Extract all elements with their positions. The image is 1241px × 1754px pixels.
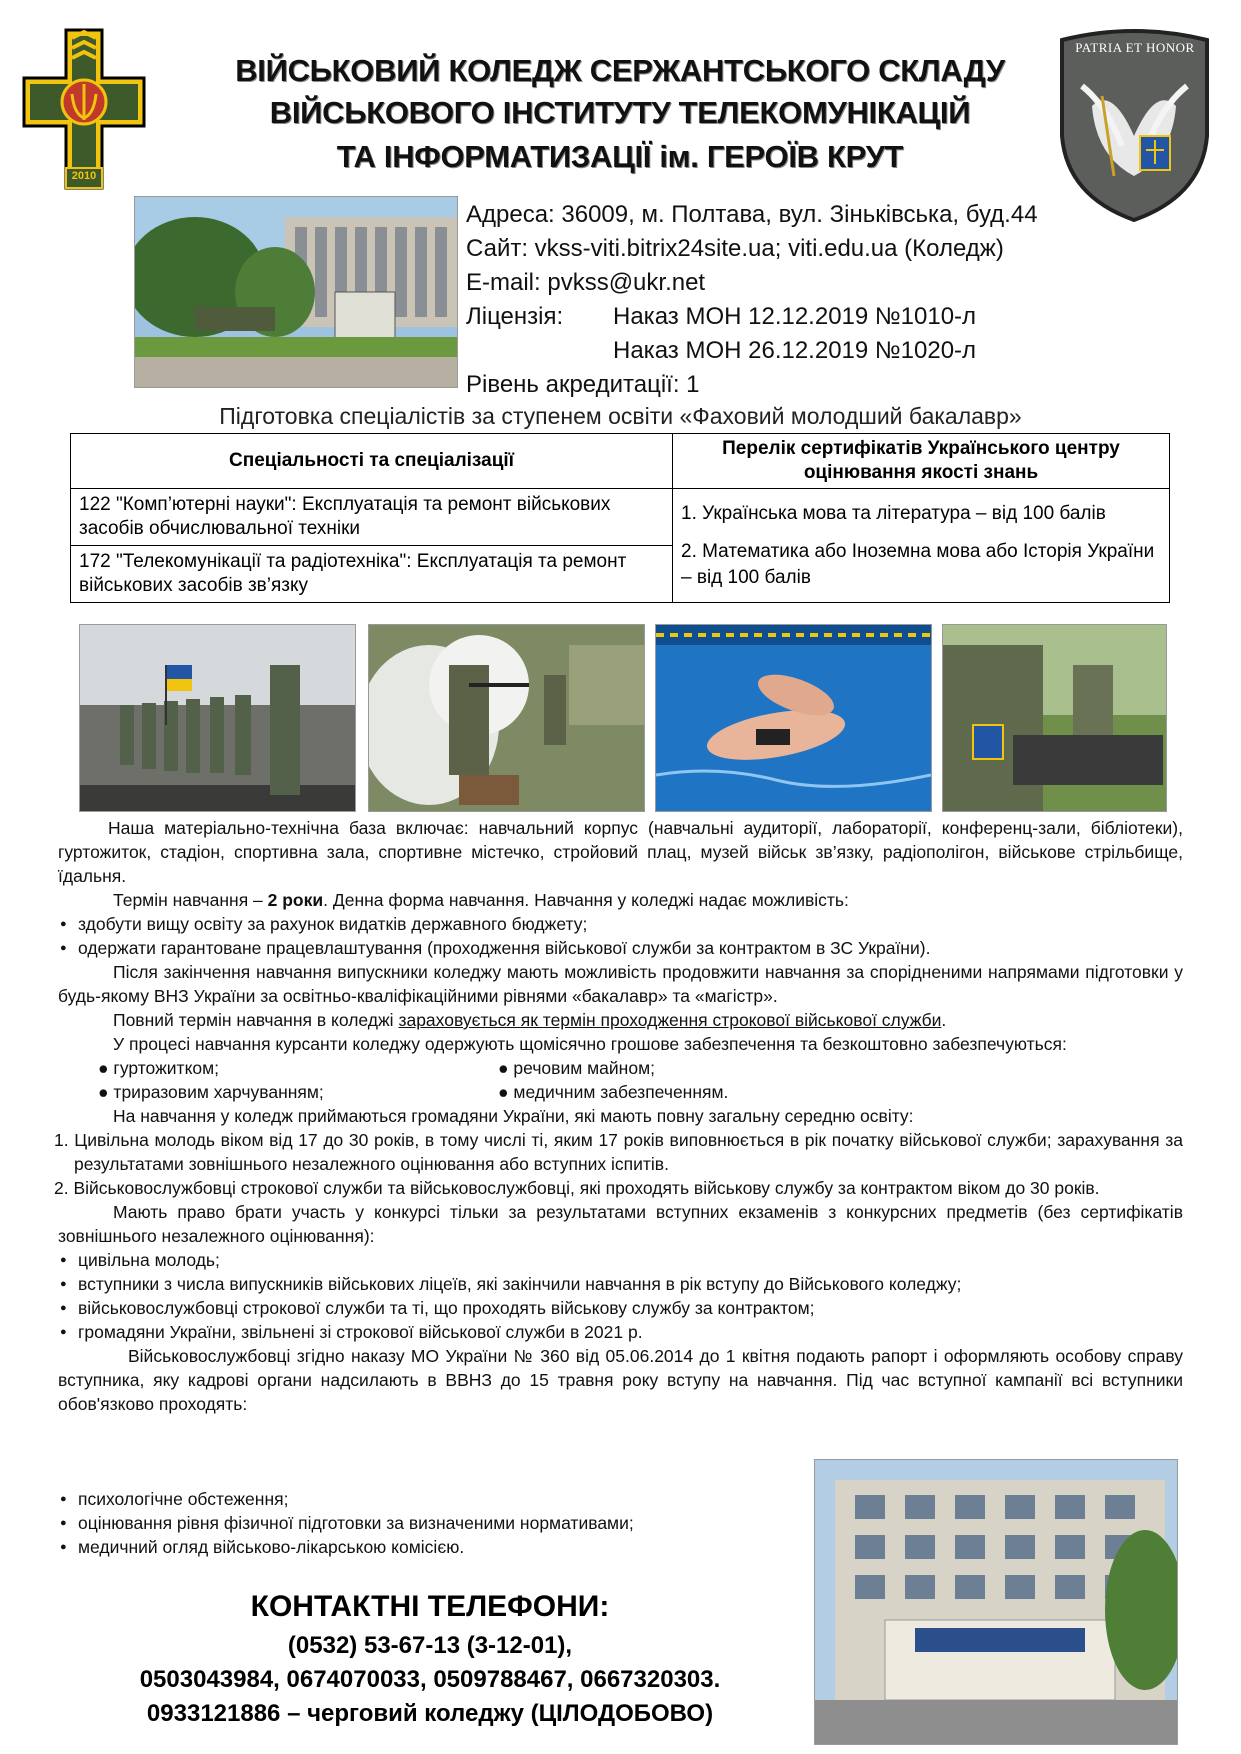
- contacts-line-1: (0532) 53-67-13 (3-12-01),: [287, 1632, 573, 1659]
- pool-photo: [655, 624, 932, 812]
- field-communication-photo: [942, 624, 1167, 812]
- exam-list-item: ● громадяни України, звільнені зі строкової військової служби в 2021 р.: [58, 1320, 1183, 1344]
- opportunity-item: ● одержати гарантоване працевлаштування (проходження військової служби за контрактом в ЗС України).: [58, 936, 1183, 960]
- provision-item: ● медичним забезпеченням.: [498, 1082, 729, 1102]
- check-list: [58, 1487, 778, 1559]
- institute-patch: [1052, 26, 1217, 222]
- certificates-cell: [673, 489, 1170, 603]
- subtitle: Підготовка спеціалістів за ступенем освіти «Фаховий молодший бакалавр»: [219, 403, 1022, 429]
- specialty-172: 172 "Телекомунікації та радіотехніка": Експлуатація та ремонт військових засобів зв’язку: [71, 546, 673, 603]
- site: Сайт: vkss-viti.bitrix24site.ua; viti.edu.ua (Коледж): [466, 235, 1004, 262]
- term-paragraph: [58, 888, 1183, 912]
- provisions-row: [58, 1056, 1183, 1080]
- exam-list-item: ● цивільна молодь;: [58, 1248, 1183, 1272]
- after-graduation-paragraph: Після закінчення навчання випускники коледжу мають можливість продовжити навчання за спорідненими напрямами підготовки у будь-якому ВНЗ України за освітньо-кваліфікаційними рівнями «бакалавр» та «магістр».: [58, 962, 1183, 1006]
- table-header-certificates: Перелік сертифікатів Українського центру оцінювання якості знань: [673, 434, 1170, 489]
- full-term-paragraph: [58, 1008, 1183, 1032]
- term-duration: 2 роки: [267, 890, 324, 910]
- check-list-item: ● оцінювання рівня фізичної підготовки за визначеними нормативами;: [58, 1511, 778, 1535]
- contacts-line-3: 0933121886 – черговий коледжу (ЦІЛОДОБОВО): [146, 1700, 714, 1727]
- accreditation: Рівень акредитації: 1: [466, 371, 700, 398]
- contacts-title: КОНТАКТНІ ТЕЛЕФОНИ:: [250, 1590, 610, 1623]
- opportunity-item: ● здобути вищу освіту за рахунок видатків державного бюджету;: [58, 912, 1183, 936]
- provision-item: ● гуртожитком;: [98, 1058, 220, 1078]
- specialties-table: [70, 433, 1170, 603]
- contacts-line-2: 0503043984, 0674070033, 0509788467, 0667320303.: [139, 1666, 721, 1693]
- building-photo: [814, 1459, 1178, 1745]
- title-line-1: ВІЙСЬКОВИЙ КОЛЕДЖ СЕРЖАНТСЬКОГО СКЛАДУ: [235, 53, 1005, 88]
- admission-item-1: 1. Цивільна молодь віком від 17 до 30 років, в тому числі ті, яким 17 років виповнюється в рік початку військової служби; зарахування за результатами зовнішнього незалежного оцінювання або вступних іспитів.: [54, 1130, 1183, 1174]
- provision-item: ● триразовим харчуванням;: [98, 1082, 324, 1102]
- full-term-post: .: [941, 1010, 947, 1030]
- exam-paragraph: Мають право брати участь у конкурсі тільки за результатами вступних екзаменів з конкурсних предметів (без сертифікатів зовнішнього незалежного оцінювання):: [58, 1202, 1183, 1246]
- cadets-paragraph: У процесі навчання курсанти коледжу одержують щомісячно грошове забезпечення та безкоштовно забезпечуються:: [113, 1034, 1067, 1054]
- provisions-row: [58, 1080, 1183, 1104]
- title-line-3: ТА ІНФОРМАТИЗАЦІЇ ім. ГЕРОЇВ КРУТ: [336, 139, 904, 174]
- certificate-1: 1. Українська мова та література – від 100 балів: [681, 502, 1106, 524]
- email: E-mail: pvkss@ukr.net: [466, 269, 706, 296]
- address: Адреса: 36009, м. Полтава, вул. Зіньківська, буд.44: [466, 201, 1038, 228]
- exam-list-item: ● вступники з числа випускників військових ліцеїв, які закінчили навчання в рік вступу до Військового коледжу;: [58, 1272, 1183, 1296]
- title-line-2: ВІЙСЬКОВОГО ІНСТИТУТУ ТЕЛЕКОМУНІКАЦІЙ: [269, 95, 971, 130]
- table-header-specialties: Спеціальності та спеціалізації: [71, 434, 673, 489]
- term-pre: Термін навчання –: [113, 890, 268, 910]
- specialty-122: 122 "Комп’ютерні науки": Експлуатація та ремонт військових засобів обчислювальної техніки: [71, 489, 673, 546]
- license-order-1: Наказ МОН 12.12.2019 №1010-л: [613, 303, 977, 330]
- full-term-underlined: зараховується як термін проходження строкової військової служби: [398, 1010, 942, 1030]
- check-list-item: ● медичний огляд військово-лікарською комісією.: [58, 1535, 778, 1559]
- full-term-pre: Повний термін навчання в коледжі: [113, 1010, 399, 1030]
- provision-item: ● речовим майном;: [498, 1058, 655, 1078]
- admission-item-2: 2. Військовослужбовці строкової служби та військовослужбовці, які проходять військову службу за контрактом віком до 30 років.: [54, 1178, 1100, 1198]
- license-order-2: Наказ МОН 26.12.2019 №1020-л: [613, 337, 977, 364]
- admission-paragraph: На навчання у коледж приймаються громадяни України, які мають повну загальну середню освіту:: [113, 1106, 914, 1126]
- college-emblem: [22, 28, 146, 190]
- training-smoke-photo: [368, 624, 645, 812]
- exam-list-item: ● військовослужбовці строкової служби та ті, що проходять військову службу за контрактом;: [58, 1296, 1183, 1320]
- emblem-year: 2010: [71, 170, 97, 182]
- license-label: Ліцензія:: [466, 303, 564, 330]
- campus-photo: [134, 196, 458, 388]
- parade-photo: [79, 624, 356, 812]
- patch-motto: PATRIA ET HONOR: [1075, 40, 1195, 55]
- base-paragraph: Наша матеріально-технічна база включає: навчальний корпус (навчальні аудиторії, лабораторії, конференц-зали, бібліотеки), гуртожиток, стадіон, спортивна зала, спортивне містечко, стройовий плац, музей військ зв’язку, радіополігон, військове стрільбище, їдальня.: [58, 818, 1183, 886]
- servicemen-paragraph: Військовослужбовці згідно наказу МО України № 360 від 05.06.2014 до 1 квітня подають рапорт і оформляють особову справу вступника, яку кадрові органи надсилають в ВВНЗ до 15 травня року вступу на навчання. Під час вступної кампанії всі вступники обов'язково проходять:: [58, 1346, 1183, 1414]
- term-post: . Денна форма навчання. Навчання у коледжі надає можливість:: [323, 890, 849, 910]
- certificate-2: 2. Математика або Іноземна мова або Історія України – від 100 балів: [681, 540, 1155, 588]
- check-list-item: ● психологічне обстеження;: [58, 1487, 778, 1511]
- body-text: [54, 816, 1183, 1416]
